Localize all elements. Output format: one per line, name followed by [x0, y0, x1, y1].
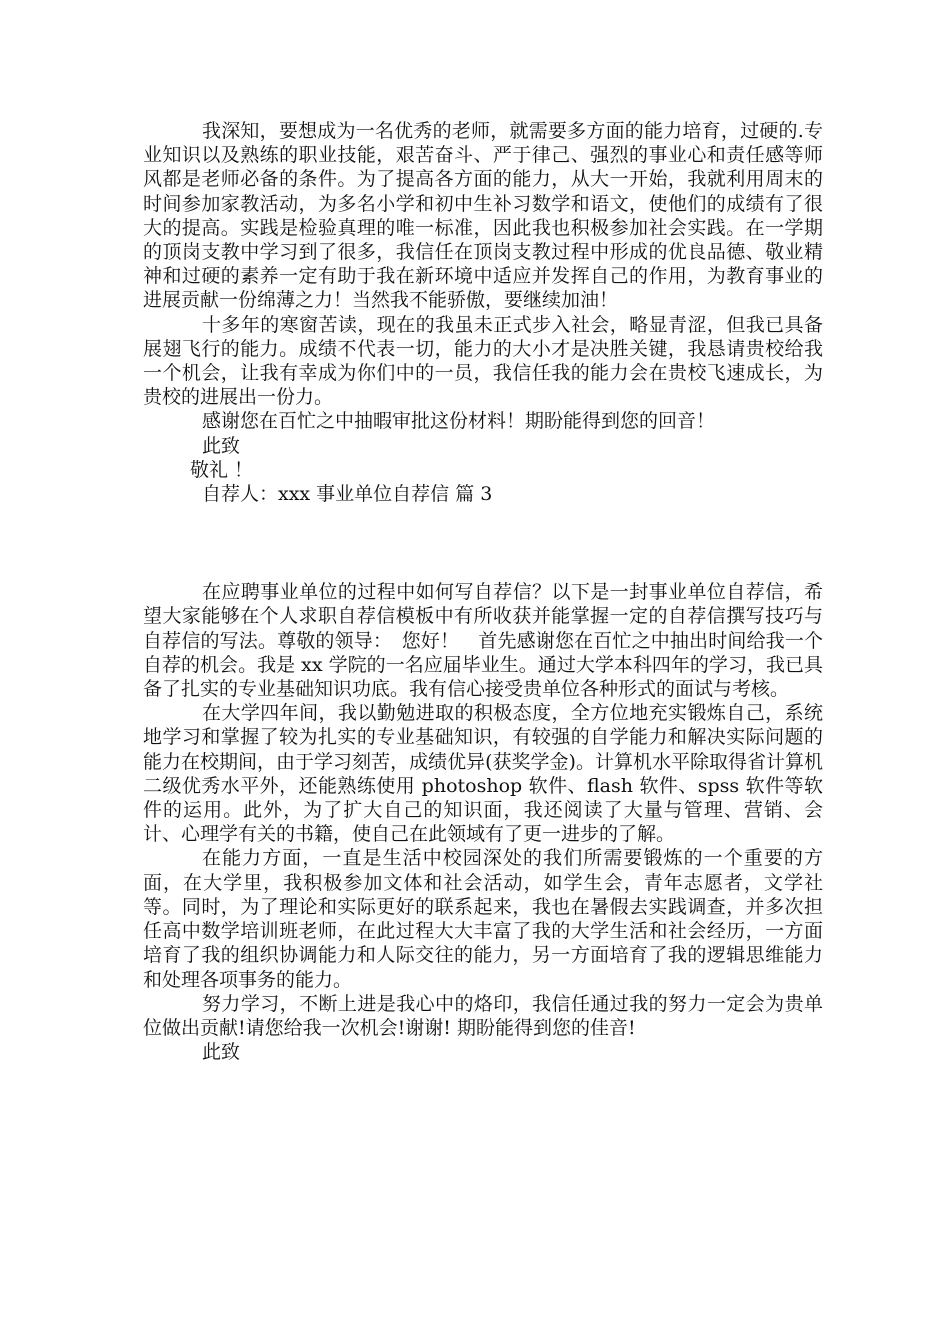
salute-line: 敬礼 ！: [190, 458, 254, 481]
signer-heading-line: 自荐人：xxx 事业单位自荐信 篇 3: [202, 483, 493, 506]
section-gap: [143, 506, 823, 580]
body-paragraph: 我深知，要想成为一名优秀的老师，就需要多方面的能力培育，过硬的.专业知识以及熟练的职业技能，艰苦奋斗、严于律己、强烈的事业心和责任感等师风都是老师必备的条件。为了提高各方面的能力，从大一开始，我就利用周末的时间参加家教活动，为多名小学和初中生补习数学和语文，使他们的成绩有了很大的提高。实践是检验真理的唯一标准，因此我也积极参加社会实践。在一学期的顶岗支教中学习到了很多，我信任在顶岗支教过程中形成的优良品德、敬业精神和过硬的素养一定有助于我在新环境中适应并发挥自己的作用，为教育事业的进展贡献一份绵薄之力！当然我不能骄傲，要继续加油！: [143, 120, 823, 312]
body-paragraph: 努力学习，不断上进是我心中的烙印，我信任通过我的努力一定会为贵单位做出贡献!请您给我一次机会!谢谢! 期盼能得到您的佳音!: [143, 992, 823, 1039]
body-paragraph: 在大学四年间，我以勤勉进取的积极态度，全方位地充实锻炼自己，系统地学习和掌握了较为扎实的专业基础知识，有较强的自学能力和解决实际问题的能力在校期间，由于学习刻苦，成绩优异(获奖学金)。计算机水平除取得省计算机二级优秀水平外，还能熟练使用 photoshop 软件、flash 软件、spss 软件等软件的运用。此外，为了扩大自己的知识面，我还阅读了大量与管理、营销、会计、心理学有关的书籍，使自己在此领域有了更一进步的了解。: [143, 702, 823, 846]
body-paragraph: 在能力方面，一直是生活中校园深处的我们所需要锻炼的一个重要的方面，在大学里，我积极参加文体和社会活动，如学生会，青年志愿者，文学社等。同时，为了理论和实际更好的联系起来，我也在暑假去实践调查，并多次担任高中数学培训班老师，在此过程大大丰富了我的大学生活和社会经历，一方面培育了我的组织协调能力和人际交往的能力，另一方面培育了我的逻辑思维能力和处理各项事务的能力。: [143, 847, 823, 991]
document-page: [143, 119, 823, 1064]
thanks-line: 感谢您在百忙之中抽暇审批这份材料！期盼能得到您的回音！: [202, 410, 716, 433]
body-paragraph: 在应聘事业单位的过程中如何写自荐信？以下是一封事业单位自荐信，希望大家能够在个人求职自荐信模板中有所收获并能掌握一定的自荐信撰写技巧与自荐信的写法。尊敬的领导： 您好！ 首先感谢您在百忙之中抽出时间给我一个自荐的机会。我是 xx 学院的一名应届毕业生。通过大学本科四年的学习，我已具备了扎实的专业基础知识功底。我有信心接受贵单位各种形式的面试与考核。: [143, 581, 823, 701]
closing-line: 此致: [202, 434, 241, 457]
closing-line: 此致: [202, 1041, 241, 1064]
body-paragraph: 十多年的寒窗苦读，现在的我虽未正式步入社会，略显青涩，但我已具备展翅飞行的能力。成绩不代表一切，能力的大小才是决胜关键，我恳请贵校给我一个机会，让我有幸成为你们中的一员，我信任我的能力会在贵校飞速成长，为贵校的进展出一份力。: [143, 313, 823, 409]
